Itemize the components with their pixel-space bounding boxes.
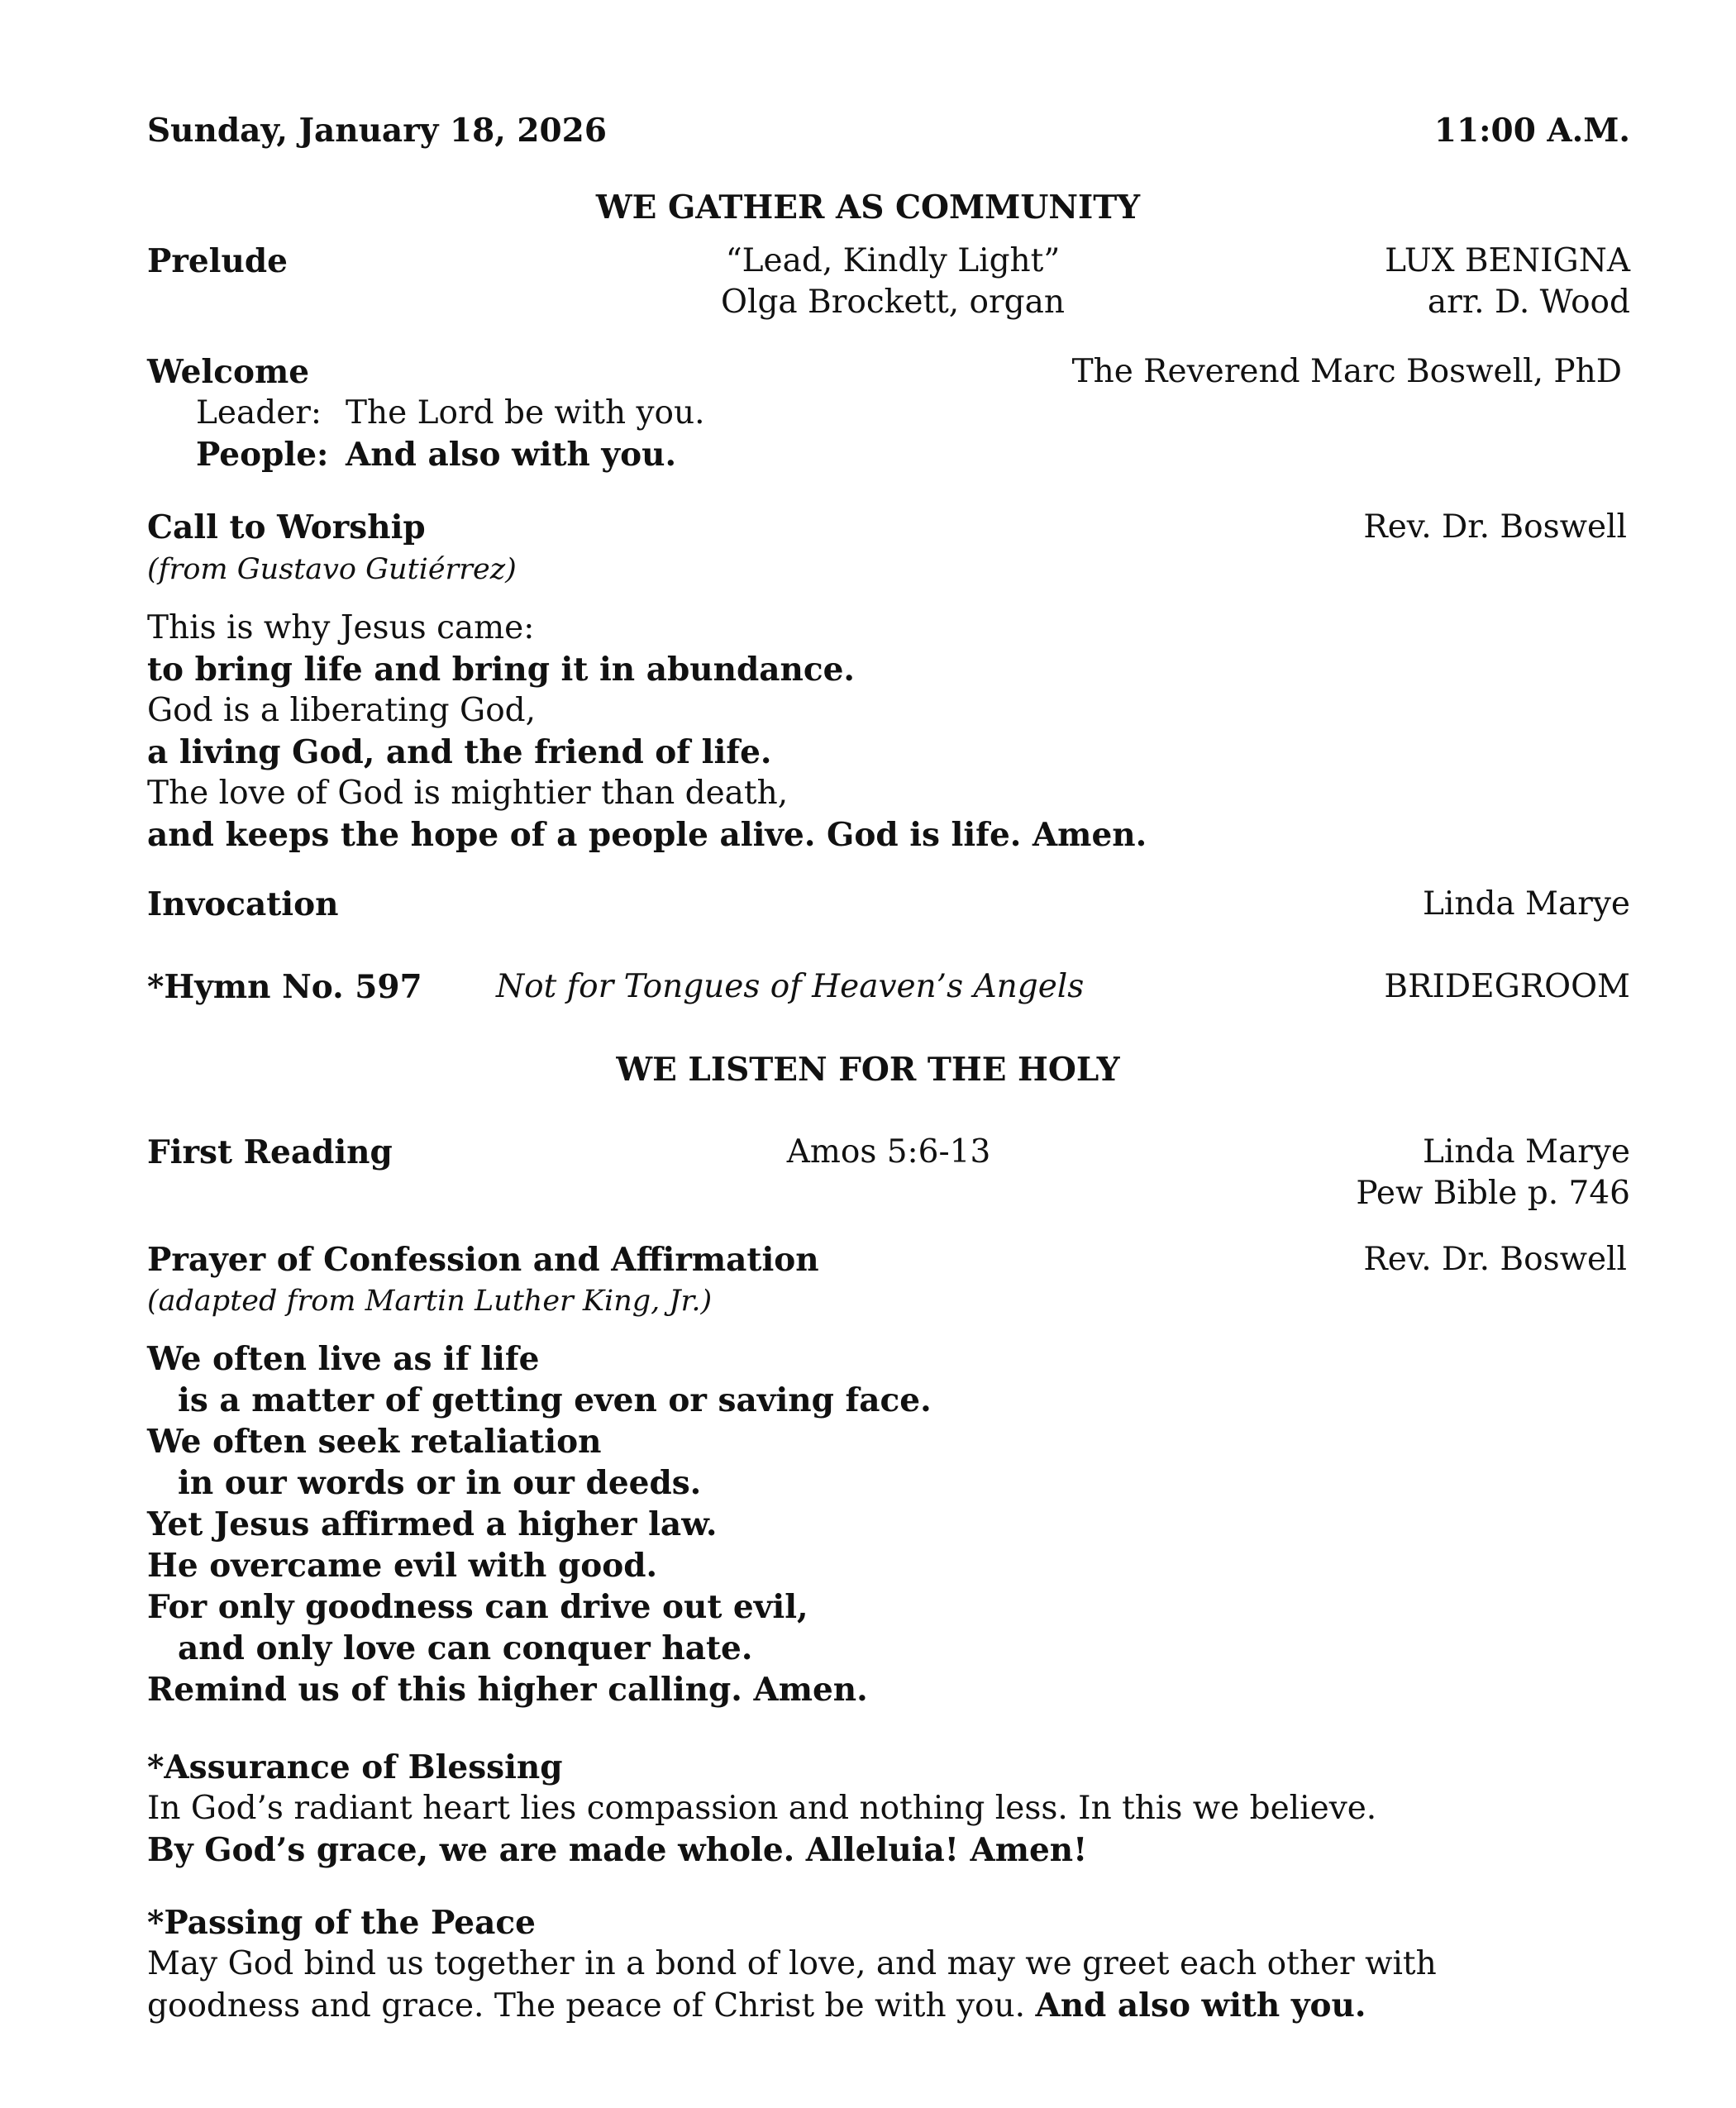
confession-line: Remind us of this higher calling. Amen.: [147, 1671, 868, 1709]
welcome-leader: The Reverend Marc Boswell, PhD: [1071, 353, 1622, 390]
peace-line-text: goodness and grace. The peace of Christ be with you.: [147, 1987, 1026, 2025]
first-reading-reader: Linda Marye: [1422, 1133, 1630, 1171]
welcome-label: Welcome: [147, 353, 310, 391]
call-response: a living God, and the friend of life.: [147, 733, 772, 771]
peace-label: *Passing of the Peace: [147, 1904, 536, 1942]
confession-line: For only goodness can drive out evil,: [147, 1588, 808, 1626]
section-heading-listen: WE LISTEN FOR THE HOLY: [616, 1051, 1120, 1089]
hymn-label: *Hymn No. 597: [147, 968, 422, 1006]
assurance-label: *Assurance of Blessing: [147, 1748, 563, 1786]
call-to-worship-leader: Rev. Dr. Boswell: [1363, 508, 1627, 546]
invocation-leader: Linda Marye: [1422, 885, 1630, 923]
first-reading-passage: Amos 5:6-13: [786, 1133, 991, 1171]
call-response: to bring life and bring it in abundance.: [147, 651, 855, 689]
confession-leader: Rev. Dr. Boswell: [1363, 1241, 1627, 1278]
confession-label: Prayer of Confession and Affirmation: [147, 1241, 819, 1279]
first-reading-page: Pew Bible p. 746: [1356, 1175, 1630, 1212]
call-to-worship-label: Call to Worship: [147, 508, 426, 546]
confession-source: (adapted from Martin Luther King, Jr.): [147, 1285, 713, 1318]
leader-role: Leader:: [196, 394, 322, 432]
people-line: And also with you.: [346, 436, 677, 474]
service-time: 11:00 A.M.: [1433, 112, 1630, 150]
peace-line: May God bind us together in a bond of love, and may we greet each other with: [147, 1945, 1437, 1982]
leader-line: The Lord be with you.: [346, 394, 705, 432]
prelude-tune: LUX BENIGNA: [1385, 242, 1630, 279]
first-reading-label: First Reading: [147, 1133, 393, 1171]
confession-line: is a matter of getting even or saving face.: [178, 1381, 932, 1419]
assurance-line: In God’s radiant heart lies compassion and nothing less. In this we believe.: [147, 1790, 1377, 1827]
call-line: God is a liberating God,: [147, 692, 537, 729]
call-line: This is why Jesus came:: [147, 609, 535, 646]
call-to-worship-source: (from Gustavo Gutiérrez): [147, 553, 517, 586]
confession-line: We often live as if life: [147, 1340, 540, 1378]
peace-response: And also with you.: [1035, 1986, 1366, 2025]
call-response: and keeps the hope of a people alive. God is life. Amen.: [147, 816, 1147, 854]
section-heading-gather: WE GATHER AS COMMUNITY: [595, 188, 1141, 227]
confession-line: Yet Jesus affirmed a higher law.: [147, 1505, 718, 1543]
prelude-performer: Olga Brockett, organ: [721, 284, 1065, 321]
prelude-title: “Lead, Kindly Light”: [725, 242, 1061, 279]
call-line: The love of God is mightier than death,: [147, 775, 789, 812]
prelude-arranger: arr. D. Wood: [1427, 284, 1630, 321]
hymn-tune: BRIDEGROOM: [1384, 968, 1630, 1005]
assurance-response: By God’s grace, we are made whole. Alleluia! Amen!: [147, 1831, 1088, 1869]
confession-line: We often seek retaliation: [147, 1423, 602, 1461]
confession-line: and only love can conquer hate.: [178, 1629, 753, 1667]
people-role: People:: [196, 436, 329, 474]
service-date: Sunday, January 18, 2026: [147, 112, 607, 150]
confession-line: in our words or in our deeds.: [178, 1464, 702, 1502]
peace-line-2: [147, 1987, 1366, 2025]
hymn-title: Not for Tongues of Heaven’s Angels: [496, 968, 1085, 1005]
invocation-label: Invocation: [147, 885, 339, 923]
confession-line: He overcame evil with good.: [147, 1547, 658, 1585]
prelude-label: Prelude: [147, 242, 288, 280]
